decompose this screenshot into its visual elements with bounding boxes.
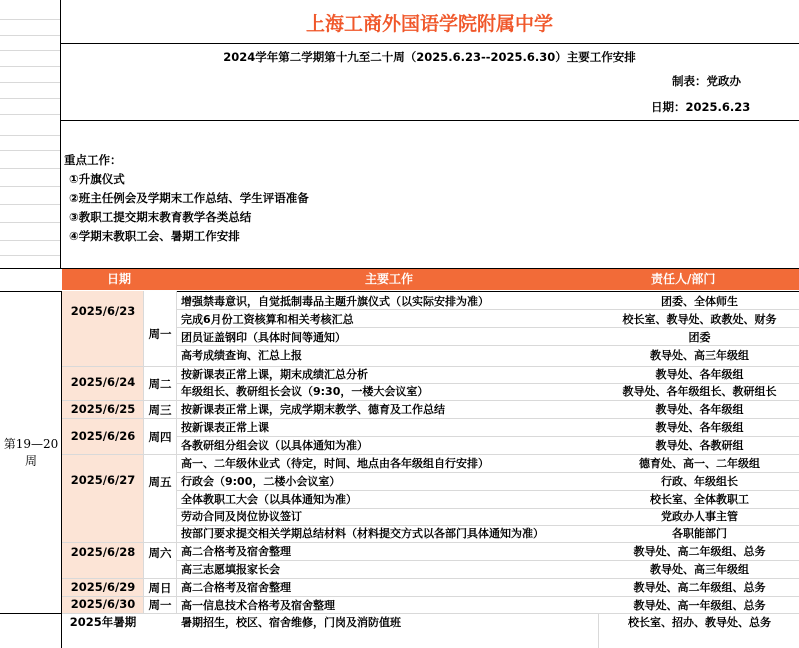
key-point-item: ②班主任例会及学期末工作总结、学生评语准备 [69, 191, 309, 205]
key-point-item: ①升旗仪式 [69, 172, 125, 186]
header-date: 日期 [107, 272, 132, 286]
week-label: 第19—20 周 [3, 437, 59, 468]
task-cell: 增强禁毒意识，自觉抵制毒品主题升旗仪式（以实际安排为准） [181, 295, 489, 308]
key-point-item: ④学期末教职工会、暑期工作安排 [69, 229, 240, 243]
resp-cell: 教导处、各年级组 [655, 421, 744, 434]
resp-cell: 教导处、高一年级组、总务 [633, 599, 766, 612]
table-header [62, 269, 799, 290]
summer-resp: 校长室、招办、教导处、总务 [628, 616, 771, 629]
resp-cell: 教导处、各年级组 [655, 368, 744, 381]
weekday-cell: 周二 [148, 377, 172, 391]
maker-label: 制表：党政办 [672, 74, 741, 88]
key-points [64, 151, 309, 246]
weekday-cell: 周日 [148, 581, 172, 595]
task-cell: 按部门要求提交相关学期总结材料（材料提交方式以各部门具体通知为准） [181, 527, 544, 540]
weekday-cell: 周四 [148, 430, 172, 444]
date-cell: 2025/6/28 [70, 545, 136, 559]
header-resp: 责任人/部门 [651, 272, 716, 286]
weekday-cell: 周六 [148, 546, 172, 560]
task-cell: 高三志愿填报家长会 [181, 563, 280, 576]
task-cell: 劳动合同及岗位协议签订 [181, 510, 302, 523]
task-cell: 高一、二年级休业式（待定，时间、地点由各年级组自行安排） [181, 457, 489, 470]
resp-cell: 教导处、各教研组 [655, 439, 744, 452]
page-title: 上海工商外国语学院附属中学 [305, 13, 553, 35]
summer-label: 2025年暑期 [69, 615, 137, 629]
task-cell: 团员证盖钢印（具体时间等通知） [181, 331, 346, 344]
date-cell: 2025/6/23 [70, 304, 136, 318]
task-cell: 完成6月份工资核算和相关考核汇总 [181, 313, 354, 326]
resp-cell: 团委、全体师生 [661, 295, 738, 308]
date-label: 日期：2025.6.23 [651, 100, 751, 114]
resp-cell: 教导处、各年级组 [655, 403, 744, 416]
resp-cell: 教导处、高二年级组、总务 [633, 581, 766, 594]
task-cell: 年级组长、教研组长会议（9:30，一楼大会议室） [181, 385, 429, 398]
key-point-item: ③教职工提交期末教育教学各类总结 [69, 210, 252, 224]
key-points-heading: 重点工作： [64, 153, 122, 167]
resp-cell: 行政、年级组长 [661, 475, 738, 488]
date-cell: 2025/6/26 [70, 429, 136, 443]
resp-cell: 各职能部门 [672, 527, 727, 540]
task-cell: 全体教职工大会（以具体通知为准） [181, 493, 357, 506]
task-cell: 高一信息技术合格考及宿舍整理 [181, 599, 335, 612]
task-cell: 按新课表正常上课 [181, 421, 269, 434]
task-cell: 各教研组分组会议（以具体通知为准） [181, 439, 368, 452]
resp-cell: 教导处、高三年级组 [650, 563, 749, 576]
task-cell: 按新课表正常上课，完成学期末教学、德育及工作总结 [181, 403, 445, 416]
date-cell: 2025/6/30 [70, 597, 136, 611]
task-cell: 高二合格考及宿舍整理 [181, 581, 291, 594]
date-cell: 2025/6/24 [70, 375, 136, 389]
date-cell: 2025/6/29 [70, 580, 136, 594]
resp-cell: 教导处、各年级组长、教研组长 [622, 385, 777, 398]
page-subtitle: 2024学年第二学期第十九至二十周（2025.6.23--2025.6.30）主要工作安排 [223, 50, 636, 64]
task-cell: 行政会（9:00，二楼小会议室） [181, 475, 341, 488]
resp-cell: 党政办人事主管 [661, 510, 738, 523]
date-cell: 2025/6/27 [70, 473, 136, 487]
resp-cell: 教导处、高二年级组、总务 [633, 545, 766, 558]
resp-cell: 教导处、高三年级组 [650, 349, 749, 362]
date-cell: 2025/6/25 [70, 402, 136, 416]
task-cell: 按新课表正常上课，期末成绩汇总分析 [181, 368, 368, 381]
resp-cell: 德育处、高一、二年级组 [639, 457, 760, 470]
weekday-cell: 周五 [148, 475, 172, 489]
resp-cell: 团委 [688, 331, 711, 344]
header-task: 主要工作 [365, 272, 414, 286]
task-cell: 高二合格考及宿舍整理 [181, 545, 291, 558]
resp-cell: 校长室、教导处、政教处、财务 [622, 313, 777, 326]
resp-cell: 校长室、全体教职工 [650, 493, 749, 506]
weekday-cell: 周一 [148, 598, 172, 612]
weekday-cell: 周三 [148, 403, 172, 417]
summer-task: 暑期招生，校区、宿舍维修，门岗及消防值班 [181, 616, 401, 629]
weekday-cell: 周一 [148, 327, 172, 341]
task-cell: 高考成绩查询、汇总上报 [181, 349, 302, 362]
